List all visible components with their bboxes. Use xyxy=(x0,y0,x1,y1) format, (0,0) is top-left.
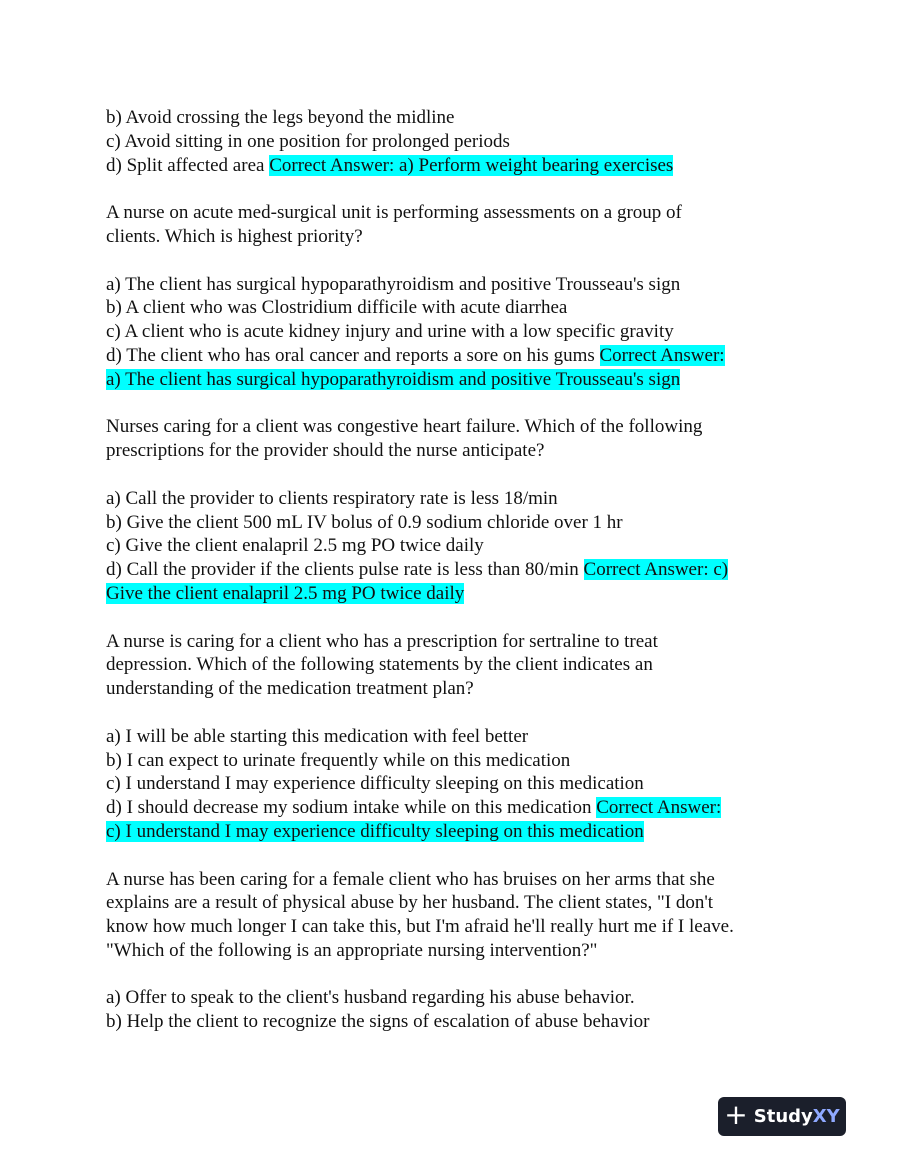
paragraph-gap xyxy=(106,606,806,630)
line-text: a) Call the provider to clients respiratory rate is less 18/min xyxy=(106,487,558,509)
text-line xyxy=(106,534,806,558)
line-text: b) Avoid crossing the legs beyond the midline xyxy=(106,107,455,128)
paragraph-gap xyxy=(106,701,806,725)
line-text: d) The client who has oral cancer and reports a sore on his gums xyxy=(106,344,600,366)
text-line xyxy=(106,511,806,535)
plus-icon: + xyxy=(724,1097,748,1131)
text-line xyxy=(106,296,806,320)
paragraph-gap xyxy=(106,463,806,487)
line-text: clients. Which is highest priority? xyxy=(106,225,363,247)
line-text: c) I understand I may experience difficulty sleeping on this medication xyxy=(106,773,644,795)
correct-answer-highlight: Correct Answer: c) xyxy=(583,559,729,581)
text-line xyxy=(106,130,806,154)
paragraph-gap xyxy=(106,177,806,201)
correct-answer-highlight: Give the client enalapril 2.5 mg PO twice daily xyxy=(106,582,465,604)
text-line xyxy=(106,915,806,939)
text-line xyxy=(106,653,806,677)
logo-text: StudyXY xyxy=(753,1106,840,1127)
text-line xyxy=(106,725,806,749)
document-body xyxy=(106,106,806,1034)
text-line xyxy=(106,891,806,915)
text-line xyxy=(106,939,806,963)
text-line xyxy=(106,986,806,1010)
text-line xyxy=(106,868,806,892)
line-text: a) The client has surgical hypoparathyroidism and positive Trousseau's sign xyxy=(106,273,681,295)
studyxy-logo[interactable] xyxy=(718,1097,846,1136)
line-text: b) Give the client 500 mL IV bolus of 0.9 sodium chloride over 1 hr xyxy=(106,511,623,533)
line-text: c) Give the client enalapril 2.5 mg PO twice daily xyxy=(106,535,484,557)
text-line xyxy=(106,320,806,344)
line-text: depression. Which of the following statements by the client indicates an xyxy=(106,654,653,676)
text-line xyxy=(106,582,806,606)
text-line xyxy=(106,106,806,130)
line-text: prescriptions for the provider should the nurse anticipate? xyxy=(106,440,545,462)
line-text: know how much longer I can take this, but I'm afraid he'll really hurt me if I leave. xyxy=(106,916,734,938)
line-text: A nurse has been caring for a female client who has bruises on her arms that she xyxy=(106,868,715,890)
text-line xyxy=(106,558,806,582)
line-text: understanding of the medication treatment plan? xyxy=(106,678,474,700)
paragraph-gap xyxy=(106,844,806,868)
line-text: explains are a result of physical abuse by her husband. The client states, "I don't xyxy=(106,892,714,914)
paragraph-gap xyxy=(106,963,806,987)
text-line xyxy=(106,415,806,439)
text-line xyxy=(106,820,806,844)
line-text: b) Help the client to recognize the signs of escalation of abuse behavior xyxy=(106,1011,650,1033)
line-text: Nurses caring for a client was congestive heart failure. Which of the following xyxy=(106,416,703,438)
correct-answer-highlight: Correct Answer: xyxy=(596,797,722,819)
line-text: A nurse is caring for a client who has a prescription for sertraline to treat xyxy=(106,630,658,652)
text-line xyxy=(106,439,806,463)
correct-answer-highlight: c) I understand I may experience difficulty sleeping on this medication xyxy=(106,820,644,842)
line-text: "Which of the following is an appropriate nursing intervention?" xyxy=(106,939,598,961)
text-line xyxy=(106,273,806,297)
correct-answer-highlight: a) The client has surgical hypoparathyroidism and positive Trousseau's sign xyxy=(106,368,681,390)
text-line xyxy=(106,368,806,392)
line-text: a) I will be able starting this medication with feel better xyxy=(106,725,529,747)
text-line xyxy=(106,630,806,654)
text-line xyxy=(106,749,806,773)
line-text: d) I should decrease my sodium intake while on this medication xyxy=(106,797,597,819)
paragraph-gap xyxy=(106,249,806,273)
line-text: c) A client who is acute kidney injury and urine with a low specific gravity xyxy=(106,321,674,343)
line-text: A nurse on acute med-surgical unit is performing assessments on a group of xyxy=(106,202,682,224)
paragraph-gap xyxy=(106,392,806,416)
correct-answer-highlight: Correct Answer: a) Perform weight bearing exercises xyxy=(269,154,674,176)
text-line xyxy=(106,772,806,796)
text-line xyxy=(106,344,806,368)
text-line xyxy=(106,487,806,511)
line-text: d) Split affected area xyxy=(106,154,270,176)
line-text: a) Offer to speak to the client's husband regarding his abuse behavior. xyxy=(106,987,635,1009)
text-line xyxy=(106,796,806,820)
text-line xyxy=(106,225,806,249)
line-text: c) Avoid sitting in one position for prolonged periods xyxy=(106,130,510,152)
line-text: b) I can expect to urinate frequently while on this medication xyxy=(106,749,571,771)
line-text: b) A client who was Clostridium difficile with acute diarrhea xyxy=(106,297,568,319)
text-line xyxy=(106,1010,806,1034)
correct-answer-highlight: Correct Answer: xyxy=(599,344,725,366)
text-line xyxy=(106,677,806,701)
line-text: d) Call the provider if the clients pulse rate is less than 80/min xyxy=(106,559,584,581)
text-line xyxy=(106,154,806,178)
text-line xyxy=(106,201,806,225)
